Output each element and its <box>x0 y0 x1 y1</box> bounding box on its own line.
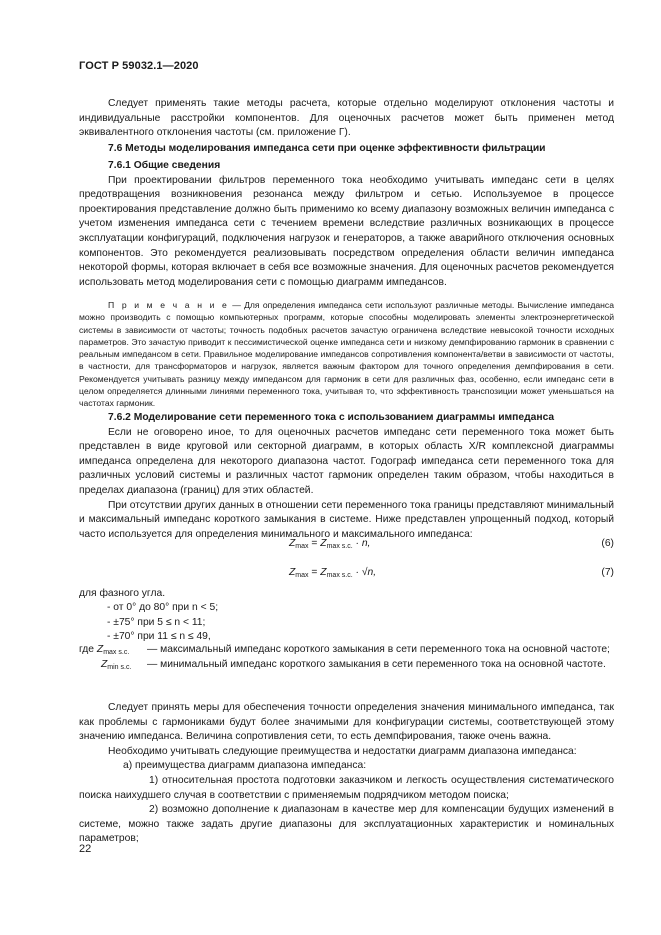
paragraph-7-6-2b: При отсутствии других данных в отношении сети переменного тока границы представляют минимальный и максимальный импеданс короткого замыкания в системе. Ниже представлен упрощенный подход, который часто используется для определения минимального и максимального импеданса: <box>79 499 614 540</box>
paragraph-7-6-2a: Если не оговорено иное, то для оценочных расчетов импеданс сети переменного тока может быть представлен в виде круговой или секторной диаграмм, в которых область X/R комплексной диаграммы импеданса определена для некоторого диапазона частот. Годограф импеданса сети переменного тока для различных условий системы и различных частот гармоник определен таким образом, чтобы находиться в пределах диапазона (границ) для этих областей. <box>79 426 614 496</box>
formula-7-number: (7) <box>601 567 614 578</box>
list-item-a: а) преимущества диаграмм диапазона импеданса: <box>123 760 367 772</box>
paragraph-accuracy: Следует принять меры для обеспечения точности определения значения минимального импеданса, так как проблемы с гармониками будут более значимыми для конфигурации системы, соответствующей этому значению импеданса. Величина сопротивления сети, то есть демпфирования, также очень важна. <box>79 702 614 743</box>
formula-6-number: (6) <box>601 538 614 549</box>
closing-block <box>79 701 614 847</box>
section-heading-7-6-1: 7.6.1 Общие сведения <box>108 160 221 171</box>
section-heading-7-6-2: 7.6.2 Моделирование сети переменного тока с использованием диаграммы импеданса <box>108 412 555 423</box>
definition-text-zmax: — максимальный импеданс короткого замыкания в сети переменного тока на основной частоте; <box>147 644 610 655</box>
formula-6 <box>79 538 614 554</box>
phase-angle-line <box>79 587 614 602</box>
note-paragraph <box>79 299 614 410</box>
note-text: — Для определения импеданса сети используют различные методы. Вычисление импеданса можно производить с помощью компьютерных программ, которые способны моделировать элементы электроэнергетической системы в зависимости от частоты; точность подобных расчетов зачастую ограничена вследствие невысокой точности исходных параметров. Это зачастую приводит к пессимистической оценке импеданса сети и низкому демпфированию гармоник в сравнении с реальным импедансом в сети. Правильное моделирование импедансов сопротивления компонента/ветви в зависимости от частоты, в частности, для трансформаторов и нагрузок, является важным фактором для точного определения демпфирования в сети. Рекомендуется учитывать разницу между импедансом для гармоник в сети для различных фаз, особенно, если импеданс сети в целом определяется длинными линиями переменного тока, учитывая то, что эффективность транспозиции может уменьшаться на частотах гармоник. <box>79 300 614 409</box>
formula-7-expression: $Z_{max} = Z_{max s.c.} \cdot √n$, <box>289 567 377 579</box>
section-7-6-1-block <box>79 159 614 290</box>
phase-angle-text: для фазного угла. <box>79 588 166 599</box>
definition-zmax <box>79 643 614 658</box>
section-7-6-2-block <box>79 411 614 542</box>
formula-7 <box>79 567 614 583</box>
definition-term-zmin: $Z_{min s.c.}$ <box>101 658 132 671</box>
definition-text-zmin: — минимальный импеданс короткого замыкания в сети переменного тока на основной частоте. <box>147 658 606 670</box>
formula-6-expression: $Z_{max} = Z_{max s.c.} \cdot n$, <box>289 538 371 550</box>
list-item-a2: 2) возможно дополнение к диапазонам в качестве мер для компенсации будущих изменений в системе, можно также задать другие диапазоны для эксплуатационных характеристик и номинальных параметров; <box>79 804 614 845</box>
definition-term-zmax: где $Z_{max s.c.}$ <box>79 644 130 656</box>
paragraph-advantages: Необходимо учитывать следующие преимущества и недостатки диаграмм диапазона импеданса: <box>108 745 577 757</box>
note-label: П р и м е ч а н и е <box>108 300 230 310</box>
definitions <box>79 643 614 672</box>
intro-block <box>79 97 614 141</box>
list-item-a1: 1) относительная простота подготовки заказчиком и легкость осуществления систематического поиска наихудшего случая в соответствии с применяемым подрядчиком методом поиска; <box>79 774 614 801</box>
section-heading-7-6: 7.6 Методы моделирования импеданса сети при оценке эффективности фильтрации <box>108 143 546 154</box>
list-item: - ±75° при 5 ≤ n < 11; <box>107 616 206 628</box>
page-number: 22 <box>79 843 92 855</box>
definition-zmin <box>79 658 614 673</box>
section-7-6-block <box>79 142 614 157</box>
list-item: - ±70° при 11 ≤ n ≤ 49, <box>107 631 211 643</box>
document-header: ГОСТ Р 59032.1—2020 <box>79 60 199 72</box>
list-item: - от 0° до 80° при n < 5; <box>107 602 219 613</box>
paragraph-7-6-1: При проектировании фильтров переменного тока необходимо учитывать импеданс сети в целях предотвращения возникновения резонанса между фильтром и сетью. Используемое в процессе проектирования представление должно быть применимо ко всему диапазону возможных величин импеданса с учетом изменения импеданса сети с течением времени вследствие различных возникающих в процессе эксплуатации конфигураций, подключения нагрузок и генераторов, а также аварийного отключения основных компонентов. Это рекомендуется реализовывать посредством определения области величин импеданса некоторой формы, которая включает в себя все возможные значения. Для оценочных расчетов рекомендуется использовать метод моделирования сети с помощью диаграмм импедансов. <box>79 174 614 288</box>
angle-list <box>107 601 218 645</box>
note-block <box>79 299 614 410</box>
paragraph-intro: Следует применять такие методы расчета, которые отдельно моделируют отклонения частоты и индивидуальные расстройки компонентов. Для оценочных расчетов может быть применен метод эквивалентного отклонения частоты (см. приложение Г). <box>79 98 614 139</box>
